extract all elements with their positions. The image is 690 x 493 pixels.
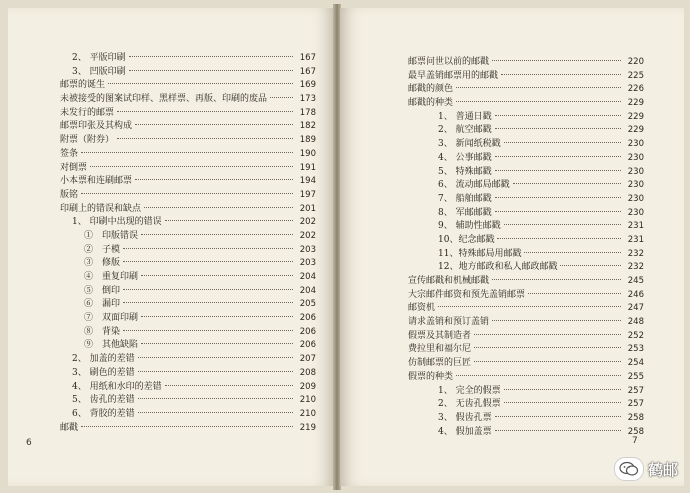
toc-entry — [408, 302, 644, 316]
toc-entry-page: 202 — [299, 217, 316, 228]
dot-leader — [504, 389, 621, 390]
toc-entry-page: 189 — [299, 135, 316, 146]
toc-entry-title: 3、 新闻纸税戳 — [438, 139, 501, 150]
toc-entry-page: 258 — [627, 426, 644, 437]
toc-entry-page: 178 — [299, 107, 316, 118]
dot-leader — [438, 306, 621, 307]
toc-entry — [408, 193, 644, 207]
dot-leader — [138, 371, 293, 372]
toc-entry — [408, 179, 644, 193]
dot-leader — [81, 152, 293, 153]
toc-entry — [60, 312, 316, 326]
toc-entry — [408, 152, 644, 166]
toc-entry-page: 257 — [627, 399, 644, 410]
dot-leader — [495, 430, 621, 431]
toc-entry-title: 邮戳的颜色 — [408, 84, 454, 95]
dot-leader — [117, 138, 293, 139]
toc-entry-page: 246 — [627, 289, 644, 300]
dot-leader — [123, 330, 293, 331]
toc-entry-page: 230 — [627, 139, 644, 150]
dot-leader — [474, 334, 621, 335]
toc-entry-page: 167 — [299, 53, 316, 63]
toc-entry-page: 231 — [627, 221, 644, 232]
toc-entry-page: 229 — [627, 125, 644, 136]
toc-entry-title: ⑧ 背染 — [84, 326, 121, 337]
toc-entry-title: 11、特殊邮局用邮戳 — [438, 248, 522, 259]
dot-leader — [90, 166, 293, 167]
toc-entry — [408, 248, 644, 262]
toc-entry-page: 258 — [627, 412, 644, 423]
toc-entry — [408, 330, 644, 344]
toc-entry-page: 225 — [627, 70, 644, 81]
toc-entry — [408, 275, 644, 289]
toc-entry-page: 230 — [627, 152, 644, 163]
dot-leader — [270, 97, 293, 98]
toc-entry-title: 签条 — [60, 148, 79, 159]
toc-entry-page: 230 — [627, 166, 644, 177]
toc-entry-title: 5、 特殊邮戳 — [438, 166, 492, 177]
toc-entry-page: 226 — [627, 84, 644, 95]
toc-entry — [60, 271, 316, 285]
toc-entry — [60, 52, 316, 66]
toc-entry — [408, 70, 644, 84]
toc-entry-title: 3、 凹版印刷 — [72, 66, 126, 77]
toc-entry-page: 202 — [299, 230, 316, 241]
toc-entry-page: 209 — [299, 381, 316, 392]
toc-entry — [408, 426, 644, 440]
watermark — [614, 457, 678, 481]
watermark-text: 鹤邮 — [647, 460, 678, 479]
toc-entry — [60, 189, 316, 203]
toc-entry-page: 210 — [299, 408, 316, 419]
toc-entry-page: 231 — [627, 234, 644, 245]
dot-leader — [492, 60, 621, 61]
toc-entry — [408, 357, 644, 371]
toc-entry-title: 1、 完全的假票 — [438, 385, 501, 396]
toc-entry-page: 247 — [627, 303, 644, 314]
toc-entry — [60, 408, 316, 422]
toc-entry — [408, 220, 644, 234]
toc-entry — [408, 138, 644, 152]
dot-leader — [495, 197, 621, 198]
toc-entry-title: 3、 假齿孔票 — [438, 412, 492, 423]
toc-entry-page: 210 — [299, 395, 316, 406]
toc-entry-page: 229 — [627, 111, 644, 122]
toc-entry — [60, 175, 316, 189]
toc-entry-title: 仿制邮票的巨匠 — [408, 358, 472, 369]
toc-entry-title: 费拉里和福尔尼 — [408, 344, 472, 355]
toc-entry — [408, 111, 644, 125]
dot-leader — [135, 179, 293, 180]
toc-entry-page: 232 — [627, 262, 644, 273]
toc-entry — [60, 367, 316, 381]
dot-leader — [141, 275, 293, 276]
dot-leader — [497, 238, 621, 239]
toc-entry-title: 未发行的邮票 — [60, 107, 115, 118]
toc-entry — [408, 166, 644, 180]
dot-leader — [165, 220, 293, 221]
left-toc — [8, 52, 334, 435]
toc-entry-page: 173 — [299, 94, 316, 105]
toc-entry-title: ⑥ 漏印 — [84, 299, 121, 310]
dot-leader — [524, 252, 621, 253]
toc-entry-title: 对倒票 — [60, 162, 88, 173]
toc-entry — [60, 230, 316, 244]
toc-entry — [408, 97, 644, 111]
toc-entry-page: 245 — [627, 276, 644, 286]
toc-entry-title: 邮票印张及其构成 — [60, 121, 133, 132]
toc-entry-title: 邮票问世以前的邮戳 — [408, 57, 490, 67]
dot-leader — [165, 385, 293, 386]
dot-leader — [495, 170, 621, 171]
dot-leader — [138, 412, 293, 413]
toc-entry-title: 4、 用纸和水印的差错 — [72, 381, 162, 392]
dot-leader — [495, 115, 621, 116]
dot-leader — [495, 128, 621, 129]
toc-entry — [408, 316, 644, 330]
toc-entry-page: 167 — [299, 66, 316, 77]
toc-entry-title: 版铭 — [60, 189, 79, 200]
toc-entry-title: 假票的种类 — [408, 371, 454, 382]
toc-entry-page: 194 — [299, 176, 316, 187]
toc-entry-page: 232 — [627, 248, 644, 259]
dot-leader — [495, 156, 621, 157]
toc-entry-title: 6、 背胶的差错 — [72, 408, 135, 419]
toc-entry-title: 最早盖销邮票用的邮戳 — [408, 70, 499, 81]
toc-entry-title: 3、 刷色的差错 — [72, 367, 135, 378]
toc-entry — [60, 244, 316, 258]
dot-leader — [135, 124, 293, 125]
dot-leader — [513, 183, 621, 184]
toc-entry — [60, 203, 316, 217]
toc-entry-title: 6、 流动邮局邮戳 — [438, 180, 510, 191]
toc-entry — [408, 56, 644, 70]
toc-entry-title: ④ 重复印刷 — [84, 272, 139, 282]
toc-entry-title: 邮资机 — [408, 303, 436, 314]
toc-entry-title: ② 子模 — [84, 244, 121, 255]
toc-entry-page: 257 — [627, 385, 644, 396]
wechat-icon — [614, 457, 644, 481]
dot-leader — [501, 74, 621, 75]
toc-entry-title: 12、地方邮政和私人邮政邮戳 — [438, 262, 558, 273]
toc-entry-title: 邮票的诞生 — [60, 80, 106, 91]
toc-entry-title: 2、 航空邮戳 — [438, 125, 492, 136]
dot-leader — [123, 248, 293, 249]
toc-entry — [408, 343, 644, 357]
toc-entry-title: ⑦ 双面印刷 — [84, 313, 139, 324]
toc-entry-title: 2、 无齿孔假票 — [438, 399, 501, 410]
dot-leader — [492, 320, 621, 321]
dot-leader — [141, 234, 293, 235]
toc-entry — [60, 79, 316, 93]
toc-entry — [60, 134, 316, 148]
toc-entry — [60, 162, 316, 176]
dot-leader — [129, 70, 293, 71]
toc-entry-title: 请求盖销和预订盖销 — [408, 317, 490, 328]
toc-entry-title: 4、 公事邮戳 — [438, 152, 492, 163]
toc-entry-page: 253 — [627, 344, 644, 355]
toc-entry-title: 大宗邮件邮资和预先盖销邮票 — [408, 289, 526, 300]
toc-entry — [408, 83, 644, 97]
dot-leader — [141, 316, 293, 317]
toc-entry — [408, 234, 644, 248]
toc-entry-page: 254 — [627, 358, 644, 369]
toc-entry-title: 邮戳 — [60, 422, 79, 433]
toc-entry — [60, 285, 316, 299]
toc-entry-title: ⑨ 其他缺陷 — [84, 340, 139, 351]
toc-entry — [408, 289, 644, 303]
dot-leader — [144, 207, 293, 208]
toc-entry-title: 2、 平版印刷 — [72, 53, 126, 63]
right-page — [340, 8, 684, 486]
dot-leader — [138, 357, 293, 358]
right-page-number: 7 — [632, 436, 638, 446]
toc-entry — [408, 385, 644, 399]
toc-entry — [60, 257, 316, 271]
dot-leader — [504, 224, 621, 225]
toc-entry-page: 206 — [299, 340, 316, 351]
dot-leader — [474, 361, 621, 362]
dot-leader — [123, 289, 293, 290]
toc-entry — [60, 93, 316, 107]
toc-entry-page: 220 — [627, 57, 644, 67]
toc-entry-page: 191 — [299, 162, 316, 173]
toc-entry-title: 附票（附券） — [60, 135, 115, 146]
toc-entry-page: 252 — [627, 330, 644, 341]
dot-leader — [141, 343, 293, 344]
toc-entry-title: 假票及其制造者 — [408, 330, 472, 341]
toc-entry-title: ① 印版错误 — [84, 230, 139, 241]
toc-entry — [60, 107, 316, 121]
toc-entry-page: 219 — [299, 422, 316, 433]
toc-entry — [60, 353, 316, 367]
toc-entry-page: 206 — [299, 313, 316, 324]
toc-entry-title: 印刷上的错误和缺点 — [60, 203, 142, 214]
toc-entry-page: 230 — [627, 207, 644, 218]
left-page-number: 6 — [26, 438, 32, 448]
toc-entry-title: 7、 船舶邮戳 — [438, 193, 492, 204]
toc-entry-title: 5、 齿孔的差错 — [72, 395, 135, 406]
toc-entry — [408, 371, 644, 385]
dot-leader — [81, 193, 293, 194]
dot-leader — [117, 111, 293, 112]
dot-leader — [560, 265, 621, 266]
toc-entry-page: 255 — [627, 371, 644, 382]
toc-entry — [408, 124, 644, 138]
toc-entry-page: 182 — [299, 121, 316, 132]
toc-entry-page: 230 — [627, 180, 644, 191]
dot-leader — [474, 347, 621, 348]
toc-entry-title: 10、纪念邮戳 — [438, 234, 495, 245]
toc-entry-page: 197 — [299, 189, 316, 200]
dot-leader — [456, 101, 621, 102]
dot-leader — [81, 426, 293, 427]
toc-entry — [408, 398, 644, 412]
toc-entry-page: 205 — [299, 299, 316, 310]
toc-entry — [60, 216, 316, 230]
left-page — [8, 8, 334, 486]
toc-entry-title: 9、 辅助性邮戳 — [438, 221, 501, 232]
toc-entry-title: 8、 军邮邮戳 — [438, 207, 492, 218]
toc-entry-title: 1、 普通日戳 — [438, 111, 492, 122]
toc-entry-page: 248 — [627, 317, 644, 328]
toc-entry-page: 230 — [627, 193, 644, 204]
toc-entry-page: 190 — [299, 148, 316, 159]
dot-leader — [504, 402, 621, 403]
toc-entry — [60, 339, 316, 353]
dot-leader — [495, 211, 621, 212]
toc-entry — [60, 66, 316, 80]
toc-entry — [60, 298, 316, 312]
toc-entry-page: 208 — [299, 367, 316, 378]
dot-leader — [456, 375, 621, 376]
toc-entry-title: 2、 加盖的差错 — [72, 354, 135, 365]
dot-leader — [138, 398, 293, 399]
toc-entry-title: ③ 修版 — [84, 258, 121, 269]
toc-entry — [60, 120, 316, 134]
toc-entry-title: 宣传邮戳和机械邮戳 — [408, 276, 490, 286]
dot-leader — [492, 279, 621, 280]
toc-entry-title: 未被接受的图案试印样、黑样票、再版、印刷的废品 — [60, 94, 268, 105]
toc-entry — [408, 412, 644, 426]
dot-leader — [123, 302, 293, 303]
dot-leader — [504, 142, 621, 143]
toc-entry-page: 201 — [299, 203, 316, 214]
dot-leader — [123, 261, 293, 262]
toc-entry — [60, 394, 316, 408]
dot-leader — [129, 56, 293, 57]
toc-entry-page: 204 — [299, 272, 316, 282]
toc-entry-page: 229 — [627, 98, 644, 109]
toc-entry-title: 小本票和连刷邮票 — [60, 176, 133, 187]
dot-leader — [108, 83, 293, 84]
toc-entry-page: 207 — [299, 354, 316, 365]
toc-entry-title: 4、 假加盖票 — [438, 426, 492, 437]
toc-entry — [408, 207, 644, 221]
toc-entry — [408, 261, 644, 275]
toc-entry-page: 206 — [299, 326, 316, 337]
toc-entry-title: 1、 印刷中出现的错误 — [72, 217, 162, 228]
toc-entry-page: 203 — [299, 258, 316, 269]
toc-entry-title: 邮戳的种类 — [408, 98, 454, 109]
toc-entry — [60, 148, 316, 162]
dot-leader — [495, 416, 621, 417]
dot-leader — [456, 87, 621, 88]
toc-entry-page: 169 — [299, 80, 316, 91]
toc-entry-title: ⑤ 倒印 — [84, 285, 121, 296]
toc-entry — [60, 381, 316, 395]
toc-entry — [60, 422, 316, 436]
dot-leader — [528, 293, 621, 294]
toc-entry-page: 203 — [299, 244, 316, 255]
toc-entry-page: 204 — [299, 285, 316, 296]
toc-entry — [60, 326, 316, 340]
right-toc — [340, 56, 684, 439]
